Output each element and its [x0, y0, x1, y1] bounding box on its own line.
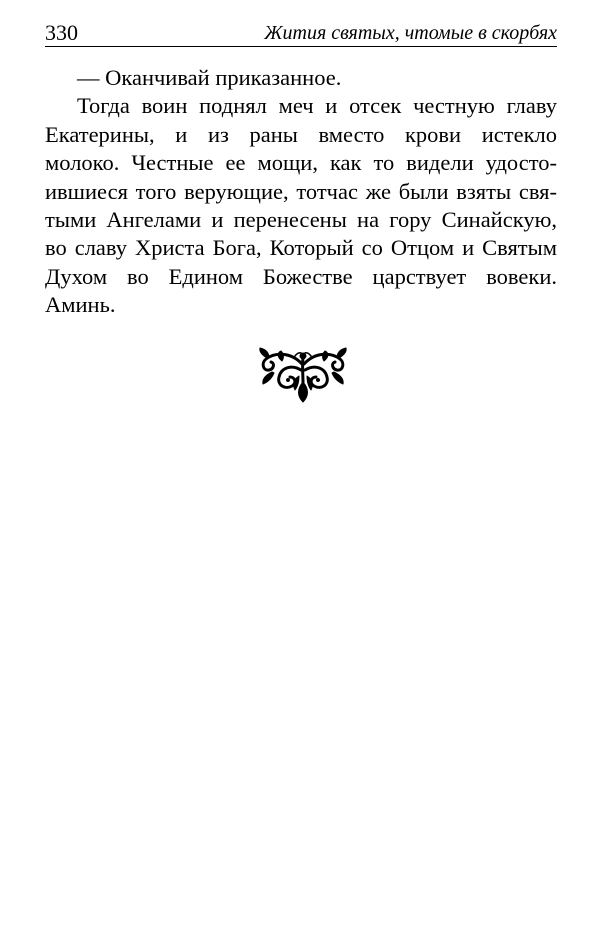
text-line-9: Аминь. [45, 292, 116, 318]
text-line-6: тыми Ангелами и перенесены на гору Синайскую, [45, 206, 557, 232]
text-line-4: молоко. Честные ее мощи, как то видели удосто- [45, 150, 557, 176]
text-line-1: — Оканчивай приказанное. [77, 65, 342, 90]
text-line-5: ившиеся того верующие, тотчас же были взяты свя- [45, 178, 557, 204]
text-line-2: Тогда воин поднял меч и отсек честную главу [77, 93, 557, 119]
text-line-8: Духом во Едином Божестве царствует вовеки. [45, 263, 557, 289]
running-header [45, 16, 557, 47]
body-text [45, 64, 557, 320]
text-line-7: во славу Христа Бога, Который со Отцом и Святым [45, 235, 557, 261]
text-line-3: Екатерины, и из раны вместо крови истекло [45, 121, 557, 147]
floral-vignette-icon [257, 346, 349, 404]
page-number: 330 [45, 20, 78, 45]
running-title: Жития святых, чтомые в скорбях [264, 22, 557, 44]
